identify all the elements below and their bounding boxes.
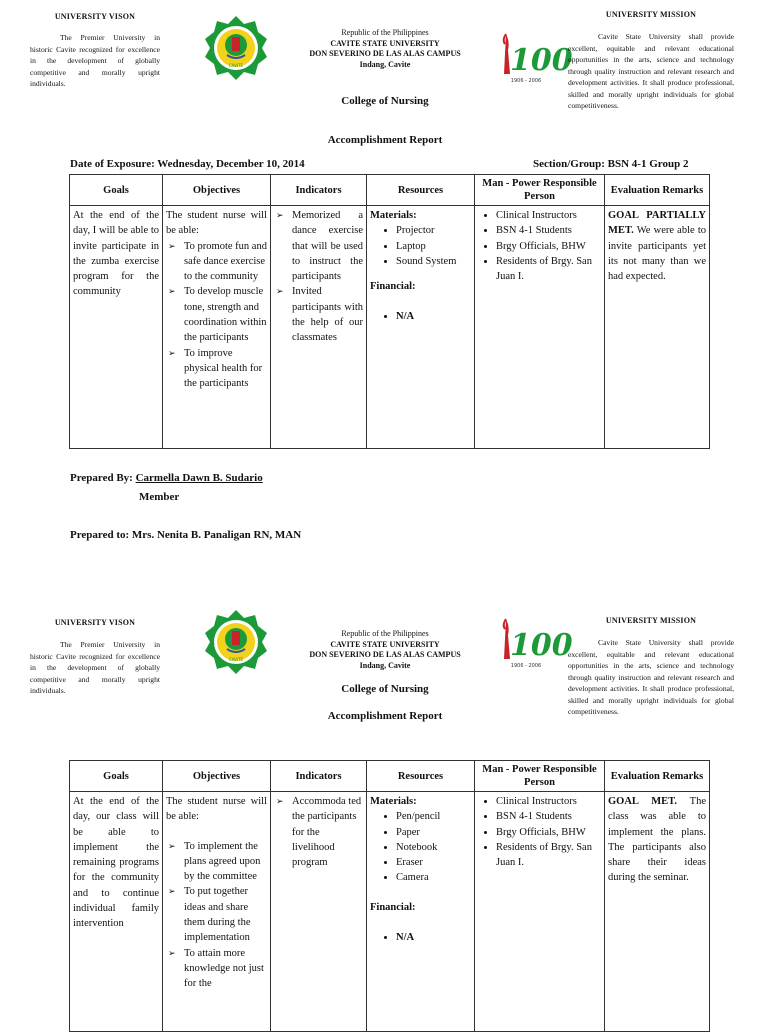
prepared-by-label: Prepared By: bbox=[70, 472, 133, 484]
th-goals: Goals bbox=[70, 175, 163, 206]
svg-text:1906 - 2006: 1906 - 2006 bbox=[510, 78, 542, 84]
location: Indang, Cavite bbox=[359, 660, 411, 670]
vision-text: The Premier University in historic Cavite recognized for excellence in the development of globally competitive and morally upright individuals. bbox=[30, 33, 160, 88]
manpower-cell bbox=[475, 206, 605, 449]
financial-label: Financial: bbox=[370, 281, 416, 293]
indicator-item: ➢ Memorized a dance exercise that will be used to instruct the participants bbox=[274, 208, 363, 284]
mission-text: Cavite State University shall provide excellent, equitable and relevant educational opportunities in the arts, science and technology through quality instruction and relevant research and development activities. It shall produce professional, skilled and morally upright individuals for global competitiveness. bbox=[568, 638, 734, 716]
manpower-cell bbox=[475, 792, 605, 1032]
manpower-item: • Residents of Brgy. San Juan I. bbox=[496, 254, 601, 285]
cvsu-seal-logo bbox=[203, 609, 269, 675]
th-indicators: Indicators bbox=[271, 761, 367, 792]
evaluation-text: We were able to invite participants yet its not many than we had expected. bbox=[608, 225, 706, 283]
materials-label: Materials: bbox=[370, 796, 417, 807]
date-of-exposure: Date of Exposure: Wednesday, December 10, 2014 bbox=[70, 158, 305, 170]
republic-line: Republic of the Philippines bbox=[341, 28, 429, 37]
republic-line: Republic of the Philippines bbox=[341, 629, 429, 638]
financial-item: • N/A bbox=[396, 309, 471, 324]
prepared-to: Prepared to: Mrs. Nenita B. Panaligan RN, MAN bbox=[70, 529, 302, 541]
report-title: Accomplishment Report bbox=[327, 134, 443, 146]
vision-title: UNIVERSITY VISON bbox=[54, 12, 136, 21]
indicator-item: ➢ Accommoda ted the participants for the livelihood program bbox=[274, 794, 363, 870]
objective-item: ➢ To put together ideas and share them during the implementation bbox=[166, 884, 267, 945]
materials-label: Materials: bbox=[370, 210, 417, 221]
svg-text:CAVITE: CAVITE bbox=[228, 63, 244, 68]
objective-item: ➢ To improve physical health for the participants bbox=[166, 346, 267, 392]
material-item: • Camera bbox=[396, 870, 471, 885]
material-item: • Notebook bbox=[396, 840, 471, 855]
svg-text:CAVITE: CAVITE bbox=[228, 657, 244, 662]
vision-text: The Premier University in historic Cavite recognized for excellence in the development of globally competitive and morally upright individuals. bbox=[30, 640, 160, 695]
manpower-item: • Clinical Instructors bbox=[496, 208, 601, 223]
college-name: College of Nursing bbox=[341, 95, 429, 107]
th-manpower: Man - Power Responsible Person bbox=[475, 761, 605, 792]
manpower-item: • Brgy Officials, BHW bbox=[496, 239, 601, 254]
objectives-cell bbox=[163, 792, 271, 1032]
indicators-cell bbox=[271, 206, 367, 449]
manpower-item: • BSN 4-1 Students bbox=[496, 809, 601, 824]
material-item: • Projector bbox=[396, 223, 471, 238]
mission-title: UNIVERSITY MISSION bbox=[605, 616, 697, 625]
material-item: • Laptop bbox=[396, 239, 471, 254]
goal-cell: At the end of the day, I will be able to invite participate in the zumba exercise program for the community bbox=[70, 206, 163, 449]
th-resources: Resources bbox=[367, 761, 475, 792]
report-table-2 bbox=[69, 760, 710, 1032]
resources-cell bbox=[367, 792, 475, 1032]
manpower-item: • Residents of Brgy. San Juan I. bbox=[496, 840, 601, 871]
university-name: CAVITE STATE UNIVERSITY bbox=[330, 38, 440, 48]
manpower-item: • BSN 4-1 Students bbox=[496, 223, 601, 238]
evaluation-cell bbox=[605, 206, 710, 449]
evaluation-status: GOAL MET. bbox=[608, 796, 677, 807]
mission-text: Cavite State University shall provide excellent, equitable and relevant educational opportunities in the arts, science and technology through quality instruction and relevant research and development activities. It shall produce professional, skilled and morally upright individuals for global competitiveness. bbox=[568, 32, 734, 110]
objective-item: ➢ To promote fun and safe dance exercise to the community bbox=[166, 239, 267, 285]
evaluation-cell bbox=[605, 792, 710, 1032]
centennial-logo bbox=[500, 30, 573, 84]
manpower-item: • Brgy Officials, BHW bbox=[496, 825, 601, 840]
objective-item: ➢ To develop muscle tone, strength and coordination within the participants bbox=[166, 284, 267, 345]
prepared-by-name: Carmella Dawn B. Sudario bbox=[135, 472, 263, 484]
material-item: • Sound System bbox=[396, 254, 471, 269]
th-manpower: Man - Power Responsible Person bbox=[475, 175, 605, 206]
evaluation-status: GOAL PARTIALLY MET. bbox=[608, 210, 706, 237]
report-table-1 bbox=[69, 174, 710, 449]
svg-text:100: 100 bbox=[510, 43, 573, 78]
svg-text:100: 100 bbox=[510, 628, 573, 663]
th-evaluation: Evaluation Remarks bbox=[605, 761, 710, 792]
objectives-cell bbox=[163, 206, 271, 449]
university-name: CAVITE STATE UNIVERSITY bbox=[330, 639, 440, 649]
objectives-intro: The student nurse will be able: bbox=[166, 210, 267, 237]
indicators-cell bbox=[271, 792, 367, 1032]
manpower-item: • Clinical Instructors bbox=[496, 794, 601, 809]
campus-name: DON SEVERINO DE LAS ALAS CAMPUS bbox=[309, 49, 461, 58]
th-evaluation: Evaluation Remarks bbox=[605, 175, 710, 206]
th-indicators: Indicators bbox=[271, 175, 367, 206]
th-goals: Goals bbox=[70, 761, 163, 792]
objective-item: ➢ To attain more knowledge not just for the bbox=[166, 946, 267, 992]
evaluation-text: The class was able to implement the plans. The participants also share their ideas during the seminar. bbox=[608, 796, 706, 884]
section-group: Section/Group: BSN 4-1 Group 2 bbox=[533, 158, 689, 170]
material-item: • Paper bbox=[396, 825, 471, 840]
mission-title: UNIVERSITY MISSION bbox=[605, 10, 697, 19]
financial-label: Financial: bbox=[370, 901, 416, 913]
location: Indang, Cavite bbox=[359, 59, 411, 69]
objective-item: ➢ To implement the plans agreed upon by the committee bbox=[166, 839, 267, 885]
th-objectives: Objectives bbox=[163, 175, 271, 206]
indicator-item: ➢ Invited participants with the help of our classmates bbox=[274, 284, 363, 345]
th-resources: Resources bbox=[367, 175, 475, 206]
vision-title: UNIVERSITY VISON bbox=[54, 618, 136, 627]
college-name: College of Nursing bbox=[341, 683, 429, 695]
report-title: Accomplishment Report bbox=[327, 710, 443, 722]
th-objectives: Objectives bbox=[163, 761, 271, 792]
campus-name: DON SEVERINO DE LAS ALAS CAMPUS bbox=[309, 650, 461, 659]
objectives-intro: The student nurse will be able: bbox=[166, 796, 267, 823]
material-item: • Pen/pencil bbox=[396, 809, 471, 824]
goal-cell: At the end of the day, our class will be able to implement the remaining programs for the community and to continue individual family intervention bbox=[70, 792, 163, 1032]
cvsu-seal-logo bbox=[203, 15, 269, 81]
centennial-logo bbox=[500, 615, 573, 669]
financial-item: • N/A bbox=[396, 930, 471, 945]
resources-cell bbox=[367, 206, 475, 449]
svg-text:1906 - 2006: 1906 - 2006 bbox=[510, 663, 542, 669]
prepared-by-role: Member bbox=[139, 491, 180, 503]
prepared-by bbox=[70, 472, 263, 484]
material-item: • Eraser bbox=[396, 855, 471, 870]
